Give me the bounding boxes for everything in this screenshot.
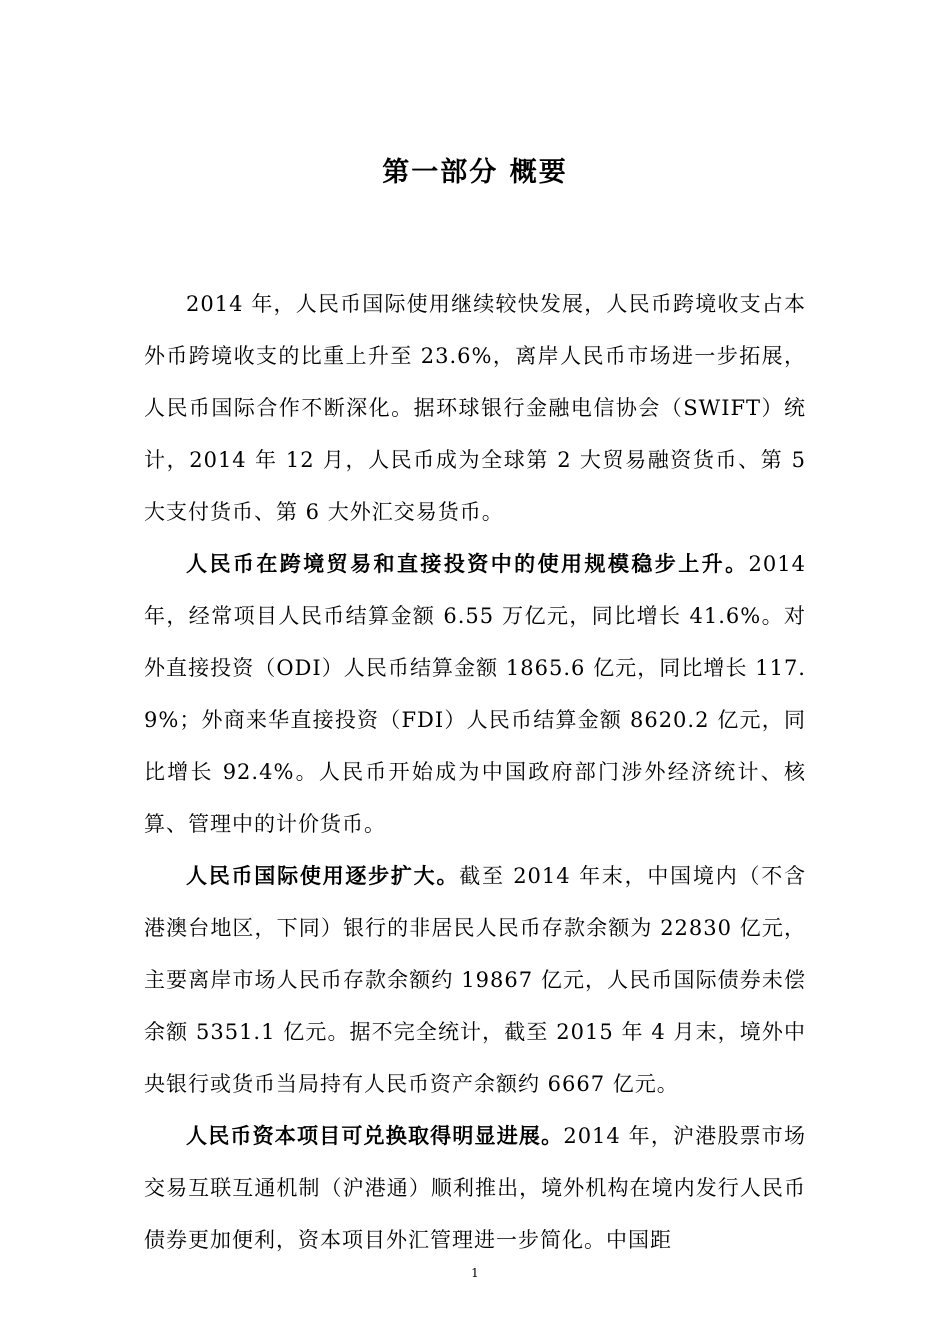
paragraph-1 (144, 278, 806, 538)
paragraph-2 (144, 538, 806, 850)
section-title: 第一部分 概要 (382, 157, 568, 188)
page-number: 1 (471, 1266, 479, 1280)
paragraph-3-text: 截至 2014 年末，中国境内（不含港澳台地区，下同）银行的非居民人民币存款余额为 22830 亿元，主要离岸市场人民币存款余额约 19867 亿元，人民币国际债券未偿余额 5351.1 亿元。据不完全统计，截至 2015 年 4 月末，境外中央银行或货币当局持有人民币资产余额约 6667 亿元。 (144, 864, 806, 1096)
paragraph-2-text: 2014 年，经常项目人民币结算金额 6.55 万亿元，同比增长 41.6%。对外直接投资（ODI）人民币结算金额 1865.6 亿元，同比增长 117.9%；外商来华直接投资（FDI）人民币结算金额 8620.2 亿元，同比增长 92.4%。人民币开始成为中国政府部门涉外经济统计、核算、管理中的计价货币。 (144, 552, 806, 836)
paragraph-3-lead: 人民币国际使用逐步扩大。 (186, 864, 460, 888)
paragraph-4-text: 2014 年，沪港股票市场交易互联互通机制（沪港通）顺利推出，境外机构在境内发行人民币债券更加便利，资本项目外汇管理进一步简化。中国距 (144, 1124, 807, 1252)
body-text (144, 278, 806, 1266)
paragraph-1-text: 2014 年，人民币国际使用继续较快发展，人民币跨境收支占本外币跨境收支的比重上升至 23.6%，离岸人民币市场进一步拓展，人民币国际合作不断深化。据环球银行金融电信协会（SWIFT）统计，2014 年 12 月，人民币成为全球第 2 大贸易融资货币、第 5 大支付货币、第 6 大外汇交易货币。 (144, 292, 806, 524)
paragraph-4 (144, 1110, 806, 1266)
paragraph-3 (144, 850, 806, 1110)
paragraph-2-lead: 人民币在跨境贸易和直接投资中的使用规模稳步上升。 (186, 552, 749, 576)
paragraph-4-lead: 人民币资本项目可兑换取得明显进展。 (186, 1124, 564, 1148)
